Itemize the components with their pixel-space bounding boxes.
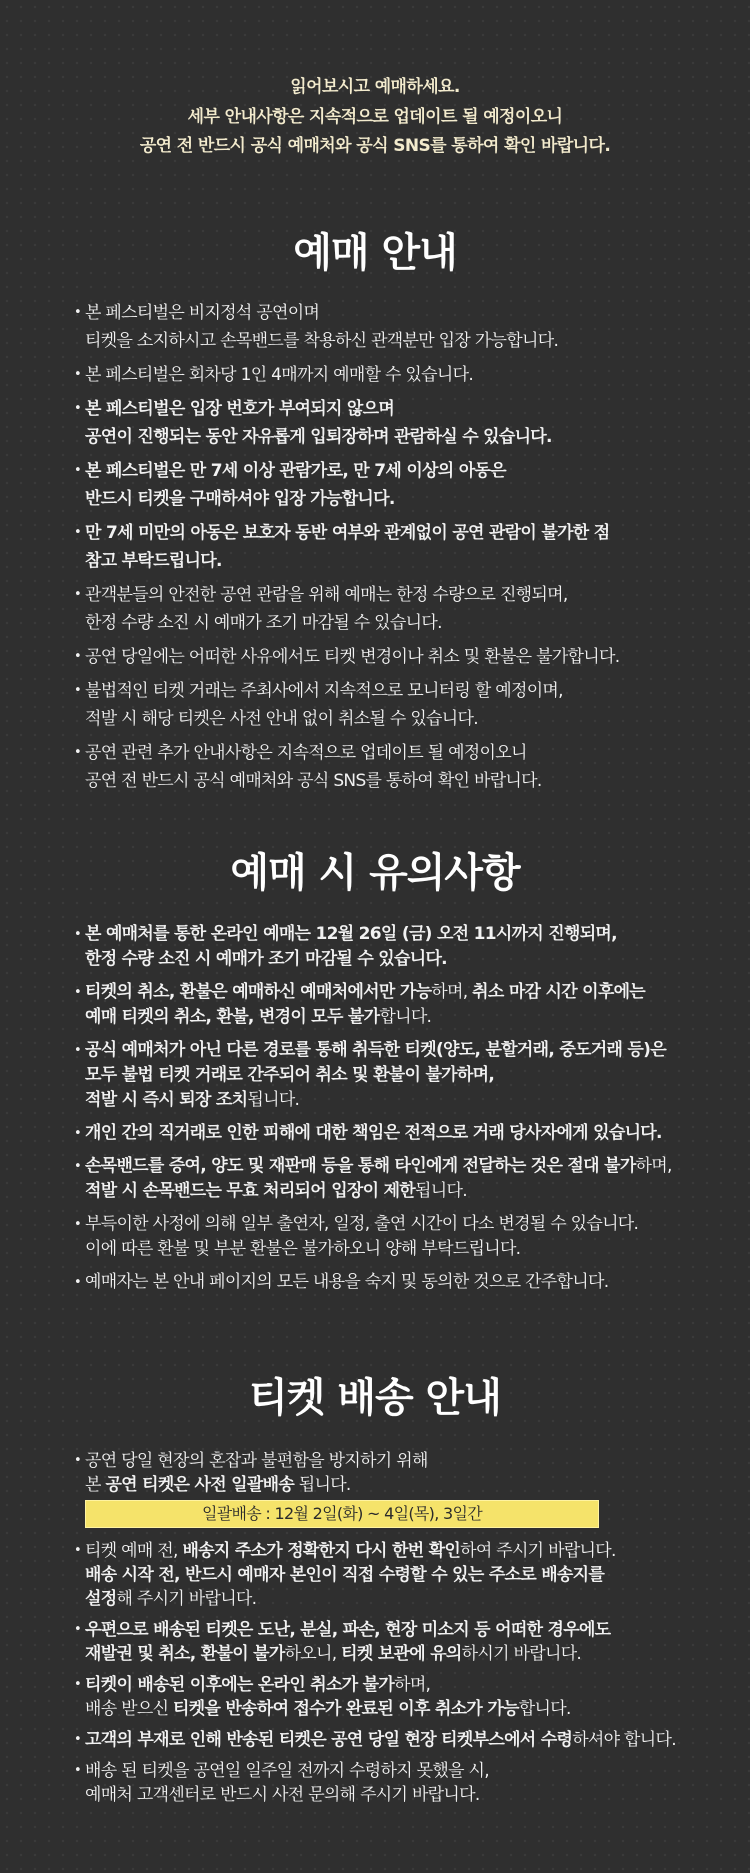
- list-item-line: [85, 1673, 750, 1697]
- list-item-line: [85, 547, 750, 575]
- bold-text: 예매 티켓의 취소, 환불, 변경이 모두 불가: [85, 1007, 380, 1027]
- list-item-line: [85, 1539, 750, 1563]
- text: 예매자는 본 안내 페이지의 모든 내용을 숙지 및 동의한 것으로 간주합니다.: [85, 1272, 609, 1292]
- list-item-line: [85, 1005, 750, 1030]
- list-item-line: [85, 1088, 750, 1113]
- list-item: [74, 1270, 750, 1295]
- section-booking-cautions: [0, 845, 750, 1303]
- list-item-line: [85, 1154, 750, 1179]
- list-item: [74, 1728, 750, 1752]
- list-item-line: [85, 423, 750, 451]
- bold-text: 티켓의 취소, 환불은 예매하신 예매처에서만 가능: [85, 982, 432, 1002]
- notice-list: [0, 299, 750, 795]
- list-item-line: [85, 643, 750, 671]
- text: 하시기 바랍니다.: [461, 1644, 582, 1664]
- bold-text: 티켓을 반송하여 접수가 완료된 이후 취소가 가능: [173, 1699, 519, 1719]
- list-item-line: [85, 1063, 750, 1088]
- list-item-line: [85, 947, 750, 972]
- text: 공연 전 반드시 공식 예매처와 공식 SNS를 통하여 확인 바랍니다.: [85, 771, 542, 791]
- list-item: [74, 922, 750, 972]
- list-item: [74, 581, 750, 637]
- text: 공연 당일에는 어떠한 사유에서도 티켓 변경이나 취소 및 환불은 불가합니다.: [85, 647, 620, 667]
- bold-text: 티켓 보관에 유의: [341, 1644, 462, 1664]
- text: 본 페스티벌은 비지정석 공연이며: [85, 303, 320, 323]
- text: 됩니다.: [247, 1090, 300, 1110]
- list-item: [74, 1154, 750, 1204]
- list-item-line: [85, 1563, 750, 1587]
- text: 공연 관련 추가 안내사항은 지속적으로 업데이트 될 예정이오니: [85, 743, 527, 763]
- list-item-line: [85, 581, 750, 609]
- bold-text: 티켓이 배송된 이후에는 온라인 취소가 불가: [85, 1675, 395, 1695]
- intro-notice: [0, 73, 750, 162]
- list-item-line: [85, 485, 750, 513]
- text: 배송 받으신: [85, 1699, 174, 1719]
- bold-text: 본 페스티벌은 만 7세 이상 관람가로, 만 7세 이상의 아동은: [85, 461, 506, 481]
- bold-text: 공연이 진행되는 동안 자유롭게 입퇴장하며 관람하실 수 있습니다.: [85, 427, 552, 447]
- list-item-line: [85, 1449, 750, 1473]
- bold-text: 적발 시 손목밴드는 무효 처리되어 입장이 제한: [85, 1181, 416, 1201]
- bold-text: 재발권 및 취소, 환불이 불가: [85, 1644, 285, 1664]
- list-item-line: [85, 519, 750, 547]
- text: 됩니다.: [415, 1181, 467, 1201]
- text: 공연 당일 현장의 혼잡과 불편함을 방지하기 위해: [85, 1451, 428, 1471]
- text: 합니다.: [518, 1699, 571, 1719]
- text: 본 페스티벌은 회차당 1인 4매까지 예매할 수 있습니다.: [85, 365, 474, 385]
- text: 됩니다.: [294, 1475, 351, 1495]
- notice-list: [0, 1449, 750, 1807]
- list-item: [74, 457, 750, 513]
- list-item-line: [85, 1270, 750, 1295]
- list-item: [74, 1673, 750, 1721]
- bold-text: 배송 시작 전, 반드시 예매자 본인이 직접 수령할 수 있는 주소로 배송지를: [85, 1565, 605, 1585]
- list-item-line: [85, 299, 750, 327]
- text: 배송 된 티켓을 공연일 일주일 전까지 수령하지 못했을 시,: [85, 1761, 489, 1781]
- list-item: [74, 1539, 750, 1611]
- list-item: [74, 739, 750, 795]
- text: 한정 수량 소진 시 예매가 조기 마감될 수 있습니다.: [85, 613, 442, 633]
- intro-line: 읽어보시고 예매하세요.: [290, 77, 460, 97]
- list-item-line: [85, 1728, 750, 1752]
- bold-text: 취소 마감 시간 이후에는: [472, 982, 646, 1002]
- list-item-line: [85, 1618, 750, 1642]
- section-title: 예매 시 유의사항: [230, 850, 520, 896]
- list-item-line: [85, 1179, 750, 1204]
- bold-text: 만 7세 미만의 아동은 보호자 동반 여부와 관계없이 공연 관람이 불가한 점: [85, 523, 610, 543]
- section-title: 예매 안내: [293, 230, 457, 276]
- list-item-line: [85, 1587, 750, 1611]
- bold-text: 본 페스티벌은 입장 번호가 부여되지 않으며: [85, 399, 395, 419]
- list-item-line: [85, 677, 750, 705]
- text: 하오니,: [284, 1644, 342, 1664]
- list-item-line: [85, 609, 750, 637]
- list-item: [74, 519, 750, 575]
- section-ticket-delivery: [0, 1370, 750, 1814]
- list-item: [74, 395, 750, 451]
- text: 하셔야 합니다.: [572, 1730, 676, 1750]
- bold-text: 적발 시 즉시 퇴장 조치: [85, 1090, 248, 1110]
- intro-line: 세부 안내사항은 지속적으로 업데이트 될 예정이오니: [187, 106, 563, 127]
- list-item-line: [85, 1642, 750, 1666]
- section-title: 티켓 배송 안내: [249, 1375, 501, 1421]
- bold-text: 고객의 부재로 인해 반송된 티켓은 공연 당일 현장 티켓부스에서 수령: [85, 1730, 573, 1750]
- list-item: [74, 299, 750, 355]
- bold-text: 공식 예매처가 아닌 다른 경로를 통해 취득한 티켓(양도, 분할거래, 중도거래 등)은: [85, 1040, 666, 1060]
- list-item-line: [85, 395, 750, 423]
- text: 하여 주시기 바랍니다.: [460, 1541, 616, 1561]
- list-item-line: [85, 705, 750, 733]
- text: 예매처 고객센터로 반드시 사전 문의해 주시기 바랍니다.: [85, 1785, 480, 1805]
- list-item-line: [85, 1759, 750, 1783]
- text: 본: [85, 1475, 106, 1495]
- bold-text: 설정: [85, 1589, 117, 1609]
- list-item-line: [85, 1212, 750, 1237]
- text: 적발 시 해당 티켓은 사전 안내 없이 취소될 수 있습니다.: [85, 709, 478, 729]
- text: 부득이한 사정에 의해 일부 출연자, 일정, 출연 시간이 다소 변경될 수 있습니다.: [85, 1214, 639, 1234]
- list-item: [74, 1121, 750, 1146]
- list-item-line: [85, 1697, 750, 1721]
- section-booking-info: [0, 225, 750, 801]
- bold-text: 손목밴드를 증여, 양도 및 재판매 등을 통해 타인에게 전달하는 것은 절대 불가: [85, 1156, 636, 1176]
- notice-list: [0, 922, 750, 1295]
- list-item-line: [85, 739, 750, 767]
- list-item: [74, 677, 750, 733]
- list-item-line: [85, 1038, 750, 1063]
- bold-text: 우편으로 배송된 티켓은 도난, 분실, 파손, 현장 미소지 등 어떠한 경우에도: [85, 1620, 611, 1640]
- list-item: [74, 1449, 750, 1528]
- list-item: [74, 643, 750, 671]
- list-item: [74, 1212, 750, 1262]
- bold-text: 한정 수량 소진 시 예매가 조기 마감될 수 있습니다.: [85, 949, 447, 969]
- text: 티켓을 소지하시고 손목밴드를 착용하신 관객분만 입장 가능합니다.: [85, 331, 559, 351]
- bold-text: 배송지 주소가 정확한지 다시 한번 확인: [182, 1541, 461, 1561]
- list-item-line: [85, 1237, 750, 1262]
- bold-text: 본 예매처를 통한 온라인 예매는 12월 26일 (금) 오전 11시까지 진행되며,: [85, 924, 617, 944]
- list-item: [74, 1038, 750, 1113]
- intro-line: 공연 전 반드시 공식 예매처와 공식 SNS를 통하여 확인 바랍니다.: [139, 136, 611, 156]
- bold-text: 개인 간의 직거래로 인한 피해에 대한 책임은 전적으로 거래 당사자에게 있습니다.: [85, 1123, 662, 1143]
- bold-text: 반드시 티켓을 구매하셔야 입장 가능합니다.: [85, 489, 395, 509]
- text: 합니다.: [379, 1007, 432, 1027]
- list-item: [74, 361, 750, 389]
- text: 하며,: [394, 1675, 431, 1695]
- bold-text: 공연 티켓은 사전 일괄배송: [105, 1475, 295, 1495]
- text: 하며,: [635, 1156, 672, 1176]
- list-item-line: [85, 980, 750, 1005]
- list-item-line: [85, 1783, 750, 1807]
- text: 불법적인 티켓 거래는 주최사에서 지속적으로 모니터링 할 예정이며,: [85, 681, 563, 701]
- text: 관객분들의 안전한 공연 관람을 위해 예매는 한정 수량으로 진행되며,: [85, 585, 568, 605]
- list-item-line: [85, 327, 750, 355]
- list-item-line: [85, 922, 750, 947]
- list-item-line: [85, 457, 750, 485]
- list-item-line: [85, 1473, 750, 1497]
- shipping-schedule-highlight: 일괄배송 : 12월 2일(화) ~ 4일(목), 3일간: [85, 1500, 599, 1528]
- bold-text: 참고 부탁드립니다.: [85, 551, 222, 571]
- list-item: [74, 1759, 750, 1807]
- list-item-line: [85, 361, 750, 389]
- text: 티켓 예매 전,: [85, 1541, 183, 1561]
- text: 해 주시기 바랍니다.: [116, 1589, 257, 1609]
- bold-text: 모두 불법 티켓 거래로 간주되어 취소 및 환불이 불가하며,: [85, 1065, 495, 1085]
- list-item: [74, 980, 750, 1030]
- list-item-line: [85, 767, 750, 795]
- text: 하며,: [431, 982, 473, 1002]
- text: 이에 따른 환불 및 부분 환불은 불가하오니 양해 부탁드립니다.: [85, 1239, 521, 1259]
- list-item: [74, 1618, 750, 1666]
- list-item-line: [85, 1121, 750, 1146]
